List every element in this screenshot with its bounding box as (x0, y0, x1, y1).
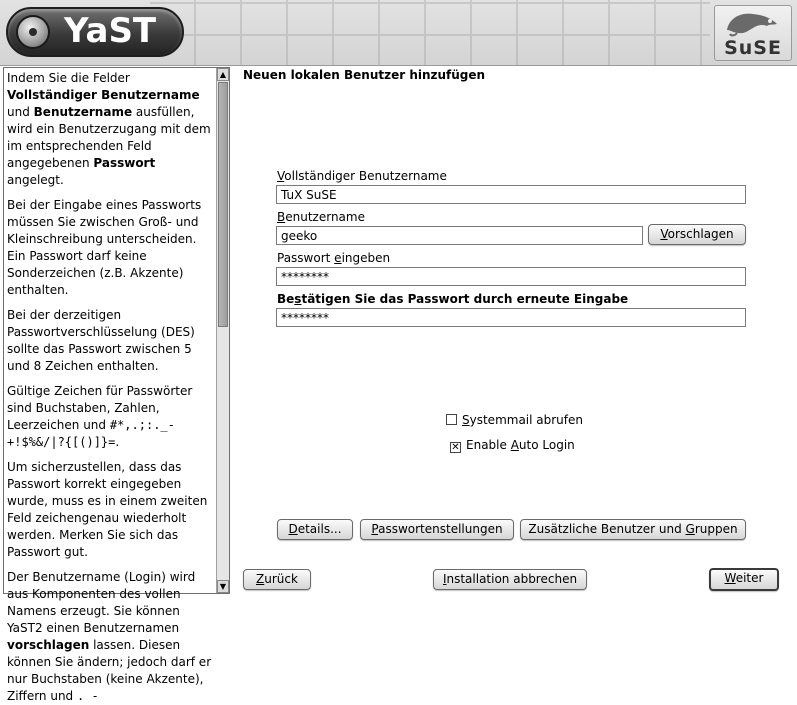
yast-logo (6, 7, 184, 57)
confirm-password-label: Bestätigen Sie das Passwort durch erneute Eingabe (277, 292, 629, 306)
suse-logo (714, 5, 792, 61)
keyboard-background-pattern (150, 0, 710, 66)
yast-header-banner (0, 0, 797, 66)
page-title: Neuen lokalen Benutzer hinzufügen (243, 68, 486, 82)
password-label: Passwort eingeben (277, 251, 391, 265)
help-paragraph (7, 569, 214, 705)
help-text-run: . (115, 435, 120, 449)
abort-installation-button[interactable]: Installation abbrechen (433, 569, 587, 590)
help-paragraph (7, 70, 214, 189)
next-button[interactable]: Weiter (709, 568, 779, 591)
chameleon-icon (723, 8, 783, 38)
confirm-password-field[interactable]: ******** (276, 308, 746, 327)
help-text-run: lassen. Diesen können Sie ändern; jedoch darf er nur Buchstaben (keine Akzente), Ziffern und (7, 638, 212, 703)
help-emphasis: vorschlagen (7, 638, 90, 652)
full-name-field[interactable]: TuX SuSE (276, 185, 746, 204)
help-text-run: . - (77, 689, 99, 703)
autologin-checkbox[interactable]: ✕ Enable Auto Login (451, 438, 575, 453)
help-text (4, 68, 217, 703)
password-settings-button[interactable]: Passwortenstellungen (360, 519, 514, 540)
help-text-run: ausfüllen, wird ein Benutzerzugang mit dem im entsprechenden Feld angegebenen (7, 105, 211, 170)
back-button[interactable]: Zurück (243, 569, 311, 590)
help-text-run: angelegt. (7, 173, 64, 187)
systemmail-checkbox[interactable]: Systemmail abrufen (446, 412, 583, 428)
suse-logo-text: SuSE (724, 37, 782, 59)
additional-users-groups-button[interactable]: Zusätzliche Benutzer und Gruppen (520, 519, 746, 540)
scroll-up-arrow-icon[interactable]: ▲ (217, 68, 229, 81)
help-emphasis: Vollständiger Benutzername (7, 88, 200, 102)
scroll-thumb[interactable] (218, 82, 228, 327)
username-field[interactable]: geeko (276, 226, 643, 245)
help-text-run: Bei der Eingabe eines Passworts müssen Sie zwischen Groß- und Kleinschreibung unterscheiden. Ein Passwort darf keine Sonderzeichen (z.B. Akzente) enthalten. (7, 198, 202, 297)
help-emphasis: Benutzername (33, 105, 133, 119)
help-text-run: Gültige Zeichen für Passwörter sind Buchstaben, Zahlen, Leerzeichen und (7, 384, 193, 432)
yast-disc-icon (16, 15, 50, 49)
help-text-run: #*,.;:._-+!$%&/|?{[()]}= (7, 418, 175, 449)
help-panel (3, 67, 230, 703)
help-paragraph (7, 383, 214, 451)
password-field[interactable]: ******** (276, 267, 746, 286)
suggest-button[interactable]: Vorschlagen (648, 224, 746, 245)
full-name-label: Vollständiger Benutzername (277, 169, 447, 183)
help-text-run: und (7, 105, 34, 119)
username-label: Benutzername (277, 210, 365, 224)
help-paragraph (7, 459, 214, 561)
help-paragraph (7, 307, 214, 375)
scroll-down-arrow-icon[interactable]: ▼ (217, 580, 229, 593)
help-text-run: Der Benutzername (Login) wird aus Komponenten des vollen Namens erzeugt. Sie können YaST2 einen Benutzernamen (7, 570, 196, 635)
checkbox-unchecked-icon[interactable] (446, 414, 457, 425)
help-text-run: Indem Sie die Felder (7, 71, 130, 85)
help-paragraph (7, 197, 214, 299)
checkbox-checked-icon[interactable]: ✕ (451, 442, 460, 453)
details-button[interactable]: Details... (277, 519, 353, 540)
help-scrollbar[interactable] (216, 68, 229, 593)
help-emphasis: Passwort (93, 156, 156, 170)
help-text-run: Um sicherzustellen, dass das Passwort korrekt eingegeben wurde, muss es in einem zweiten Feld zeichengenau wiederholt werden. Merken Sie sich das Passwort gut. (7, 460, 208, 559)
help-text-run: Bei der derzeitigen Passwortverschlüsselung (DES) sollte das Passwort zwischen 5 und 8 Zeichen enthalten. (7, 308, 195, 373)
yast-logo-text: YaST (64, 11, 157, 51)
